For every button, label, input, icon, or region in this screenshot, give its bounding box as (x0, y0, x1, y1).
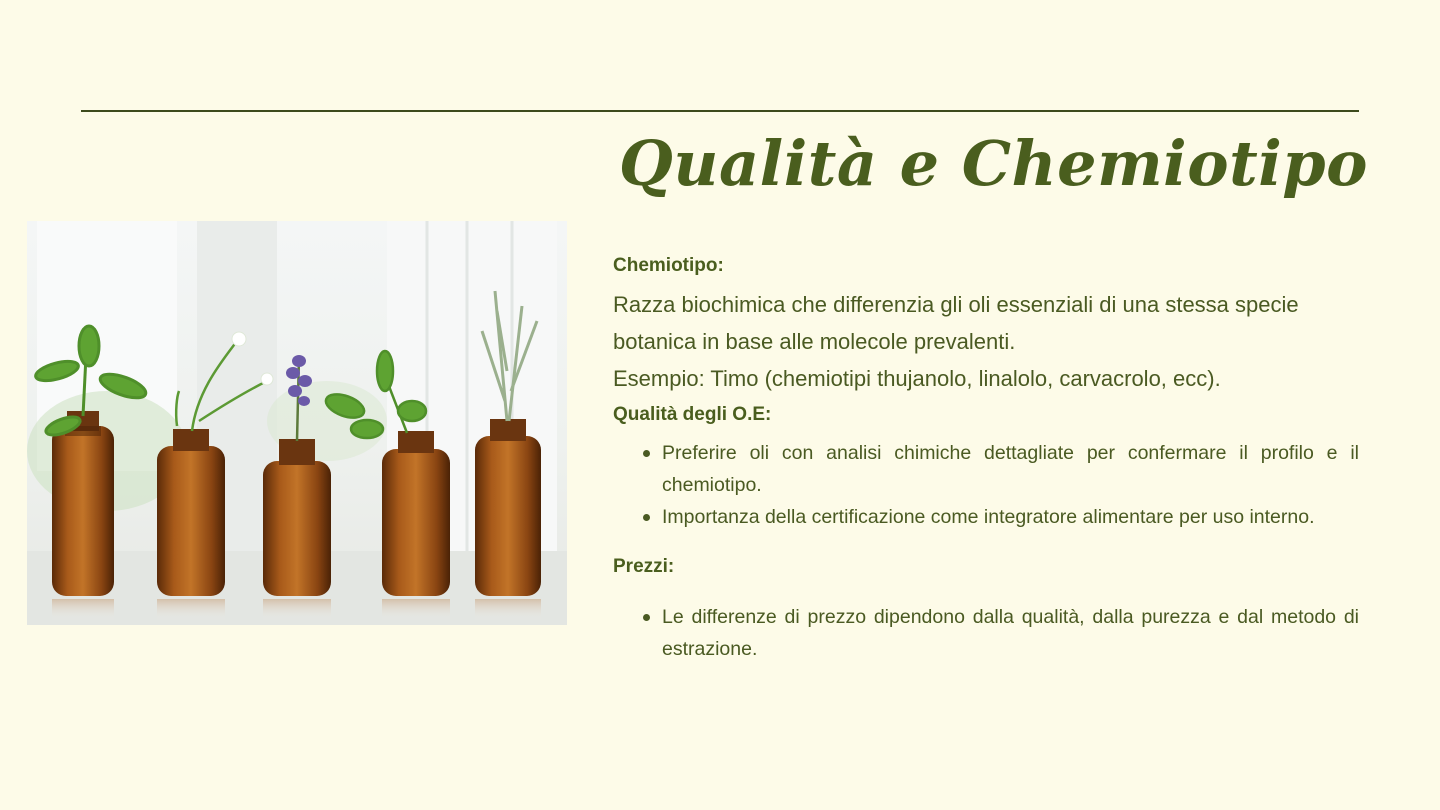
list-item: Preferire oli con analisi chimiche dettagliate per confermare il profilo e il chemiotipo. (613, 437, 1359, 501)
prezzi-list (613, 601, 1359, 665)
prezzi-heading: Prezzi: (613, 556, 675, 577)
essential-oil-bottles-photo (27, 221, 567, 625)
list-item: Le differenze di prezzo dipendono dalla qualità, dalla purezza e dal metodo di estrazione. (613, 601, 1359, 665)
qualita-heading: Qualità degli O.E: (613, 404, 772, 425)
chemiotipo-definition (613, 286, 1359, 397)
top-divider (81, 110, 1359, 112)
chemiotipo-heading: Chemiotipo: (613, 255, 724, 276)
content-column (613, 252, 1359, 665)
chemiotipo-text-line2: Esempio: Timo (chemiotipi thujanolo, linalolo, carvacrolo, ecc). (613, 366, 1221, 391)
slide-title: Qualità e Chemiotipo (618, 127, 1368, 200)
qualita-list (613, 437, 1359, 533)
chemiotipo-text-line1: Razza biochimica che differenzia gli oli essenziali di una stessa specie botanica in base alle molecole prevalenti. (613, 292, 1299, 354)
list-item: Importanza della certificazione come integratore alimentare per uso interno. (613, 501, 1359, 533)
